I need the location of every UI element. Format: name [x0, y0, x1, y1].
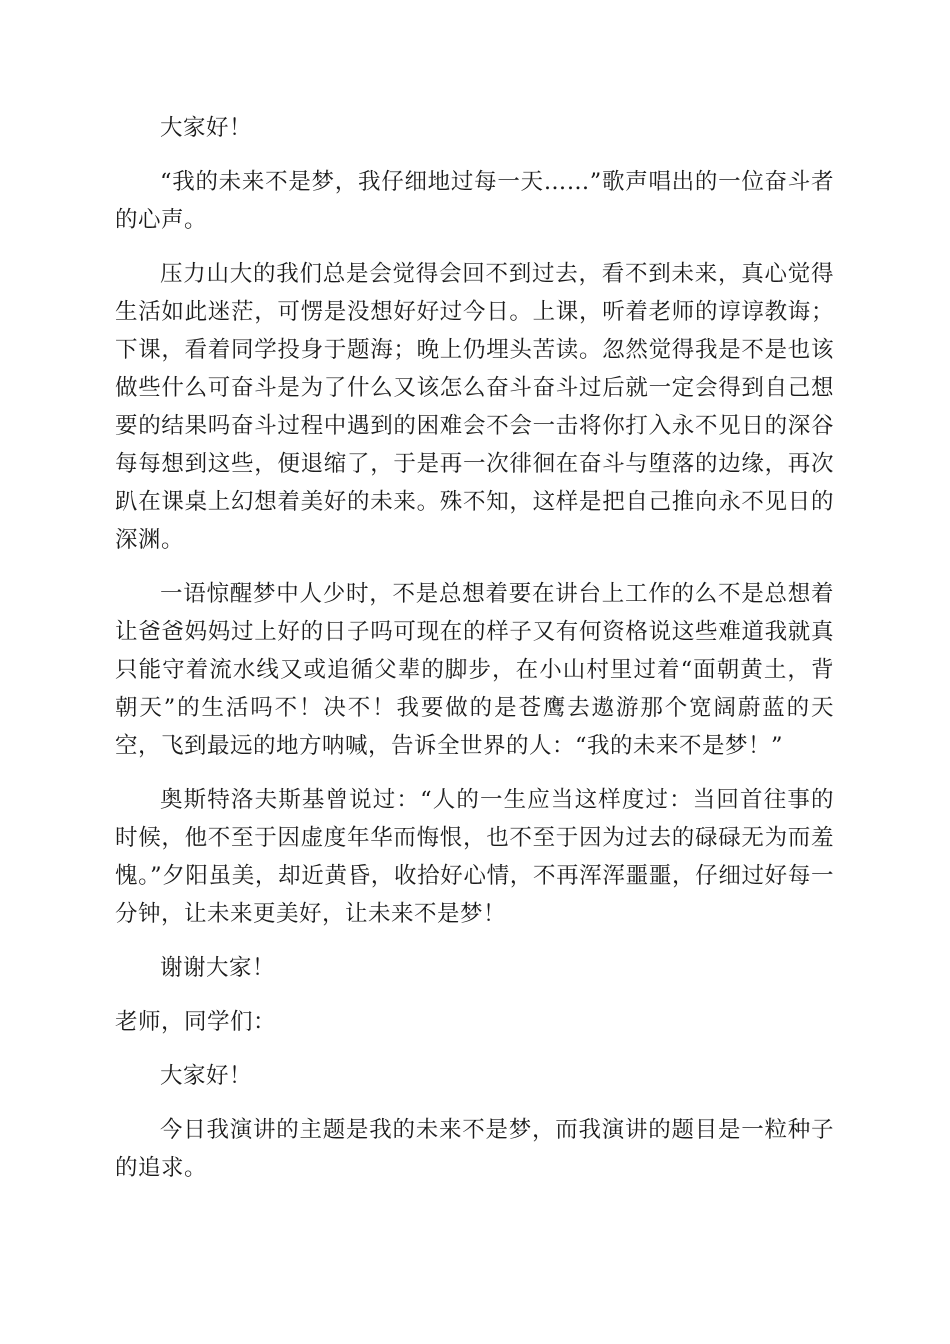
- pressure-paragraph: 压力山大的我们总是会觉得会回不到过去，看不到未来，真心觉得生活如此迷茫，可愣是没想好好过今日。上课，听着老师的谆谆教诲；下课，看着同学投身于题海；晚上仍埋头苦读。忽然觉得我是不是也该做些什么可奋斗是为了什么又该怎么奋斗奋斗过后就一定会得到自己想要的结果吗奋斗过程中遇到的困难会不会一击将你打入永不见日的深谷每每想到这些，便退缩了，于是再一次徘徊在奋斗与堕落的边缘，再次趴在课桌上幻想着美好的未来。殊不知，这样是把自己推向永不见日的深渊。: [115, 261, 834, 553]
- second-greeting-paragraph: 大家好！: [160, 1063, 253, 1089]
- salutation-paragraph: 老师，同学们：: [115, 1009, 277, 1035]
- document-body: [115, 109, 834, 1203]
- awakening-paragraph: 一语惊醒梦中人少时，不是总想着要在讲台上工作的么不是总想着让爸爸妈妈过上好的日子吗可现在的样子又有何资格说这些难道我就真只能守着流水线又或追循父辈的脚步，在小山村里过着“面朝黄土，背朝天”的生活吗不！决不！我要做的是苍鹰去遨游那个宽阔蔚蓝的天空，飞到最远的地方呐喊，告诉全世界的人：“我的未来不是梦！”: [115, 581, 834, 759]
- song-quote-paragraph: “我的未来不是梦，我仔细地过每一天……”歌声唱出的一位奋斗者的心声。: [115, 169, 834, 233]
- topic-paragraph: 今日我演讲的主题是我的未来不是梦，而我演讲的题目是一粒种子的追求。: [115, 1117, 834, 1181]
- greeting-paragraph: 大家好！: [160, 115, 253, 141]
- ostrovsky-quote-paragraph: 奥斯特洛夫斯基曾说过：“人的一生应当这样度过：当回首往事的时候，他不至于因虚度年华而悔恨，也不至于因为过去的碌碌无为而羞愧。”夕阳虽美，却近黄昏，收拾好心情，不再浑浑噩噩，仔细过好每一分钟，让未来更美好，让未来不是梦！: [115, 787, 834, 927]
- thanks-paragraph: 谢谢大家！: [160, 955, 276, 981]
